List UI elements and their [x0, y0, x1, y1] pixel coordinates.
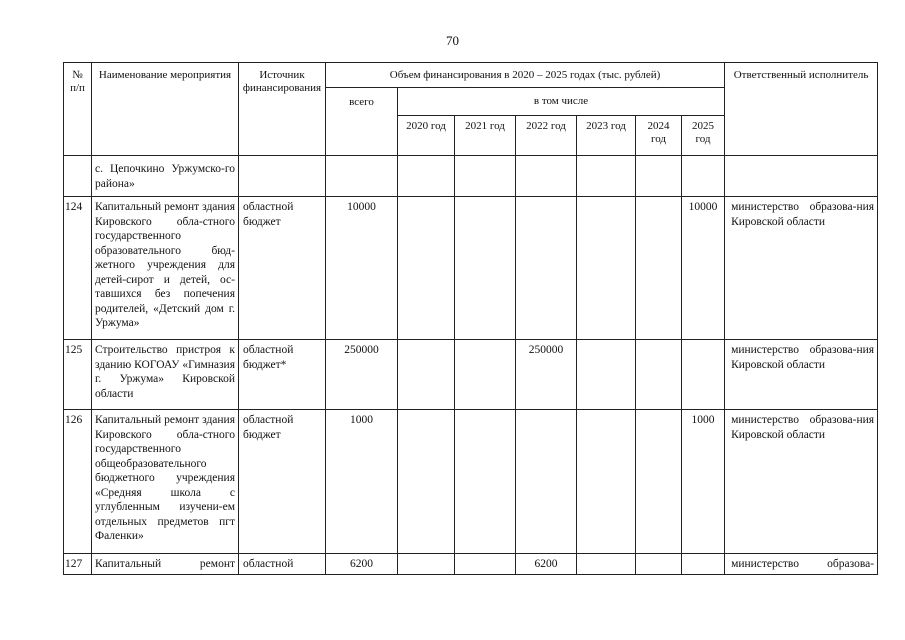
row-num: 126 — [64, 410, 92, 554]
table-row — [64, 554, 878, 575]
row-2025 — [682, 554, 725, 575]
row-2022: 6200 — [516, 554, 577, 575]
row-executor: министерство образова-ния Кировской области — [725, 410, 878, 554]
row-2025: 1000 — [682, 410, 725, 554]
row-name: Капитальный ремонт здания Кировского обла-стного государственного образовательного бюд-жетного учреждения для детей-сирот и детей, ос-тавшихся без попечения родителей, «Детский дом г. Уржума» — [92, 197, 239, 340]
row-2023 — [577, 410, 636, 554]
header-name: Наименование мероприятия — [92, 63, 239, 156]
row-2022: 250000 — [516, 340, 577, 410]
row-total: 10000 — [326, 197, 398, 340]
table-row — [64, 340, 878, 410]
row-2025 — [682, 156, 725, 197]
header-year-2021: 2021 год — [455, 116, 516, 156]
row-2024 — [636, 410, 682, 554]
row-source: областной бюджет — [239, 410, 326, 554]
table-row — [64, 156, 878, 197]
row-total: 1000 — [326, 410, 398, 554]
row-source — [239, 156, 326, 197]
row-2024 — [636, 554, 682, 575]
row-2025 — [682, 340, 725, 410]
header-including: в том числе — [398, 88, 725, 116]
row-total — [326, 156, 398, 197]
financing-table — [63, 62, 878, 575]
row-num: 124 — [64, 197, 92, 340]
row-name: Капитальный ремонт — [92, 554, 239, 575]
row-source: областной — [239, 554, 326, 575]
row-2024 — [636, 340, 682, 410]
row-2023 — [577, 554, 636, 575]
row-2021 — [455, 554, 516, 575]
header-source: Источник финансирования — [239, 63, 326, 156]
row-total: 6200 — [326, 554, 398, 575]
row-name: Капитальный ремонт здания Кировского обла-стного государственного общеобразовательного бюджетного учреждения «Средняя школа с углубленным изучени-ем отдельных предметов пгт Фаленки» — [92, 410, 239, 554]
row-executor — [725, 156, 878, 197]
table-row — [64, 410, 878, 554]
row-2021 — [455, 410, 516, 554]
row-2020 — [398, 410, 455, 554]
row-2025: 10000 — [682, 197, 725, 340]
row-num: 127 — [64, 554, 92, 575]
header-year-2023: 2023 год — [577, 116, 636, 156]
row-2022 — [516, 410, 577, 554]
row-name: Строительство пристроя к зданию КОГОАУ «Гимназия г. Уржума» Кировской области — [92, 340, 239, 410]
row-2024 — [636, 197, 682, 340]
row-2021 — [455, 156, 516, 197]
row-executor: министерство образова-ния Кировской области — [725, 197, 878, 340]
row-2022 — [516, 197, 577, 340]
row-2020 — [398, 156, 455, 197]
row-name: с. Цепочкино Уржумско-го района» — [92, 156, 239, 197]
header-volume: Объем финансирования в 2020 – 2025 годах (тыс. рублей) — [326, 63, 725, 88]
header-year-2024: 2024 год — [636, 116, 682, 156]
page-number: 70 — [446, 33, 459, 48]
row-2023 — [577, 156, 636, 197]
row-num: 125 — [64, 340, 92, 410]
header-year-2020: 2020 год — [398, 116, 455, 156]
header-year-2022: 2022 год — [516, 116, 577, 156]
row-2021 — [455, 197, 516, 340]
header-year-2025: 2025 год — [682, 116, 725, 156]
row-num — [64, 156, 92, 197]
row-2020 — [398, 554, 455, 575]
row-2021 — [455, 340, 516, 410]
header-executor: Ответственный исполнитель — [725, 63, 878, 156]
row-source: областной бюджет* — [239, 340, 326, 410]
row-2024 — [636, 156, 682, 197]
row-2020 — [398, 197, 455, 340]
header-num: № п/п — [64, 63, 92, 156]
row-executor: министерство образова-ния Кировской области — [725, 340, 878, 410]
table-row — [64, 197, 878, 340]
row-2020 — [398, 340, 455, 410]
row-2022 — [516, 156, 577, 197]
header-total: всего — [326, 88, 398, 156]
row-source: областной бюджет — [239, 197, 326, 340]
row-2023 — [577, 340, 636, 410]
row-total: 250000 — [326, 340, 398, 410]
row-executor: министерство образова- — [725, 554, 878, 575]
row-2023 — [577, 197, 636, 340]
